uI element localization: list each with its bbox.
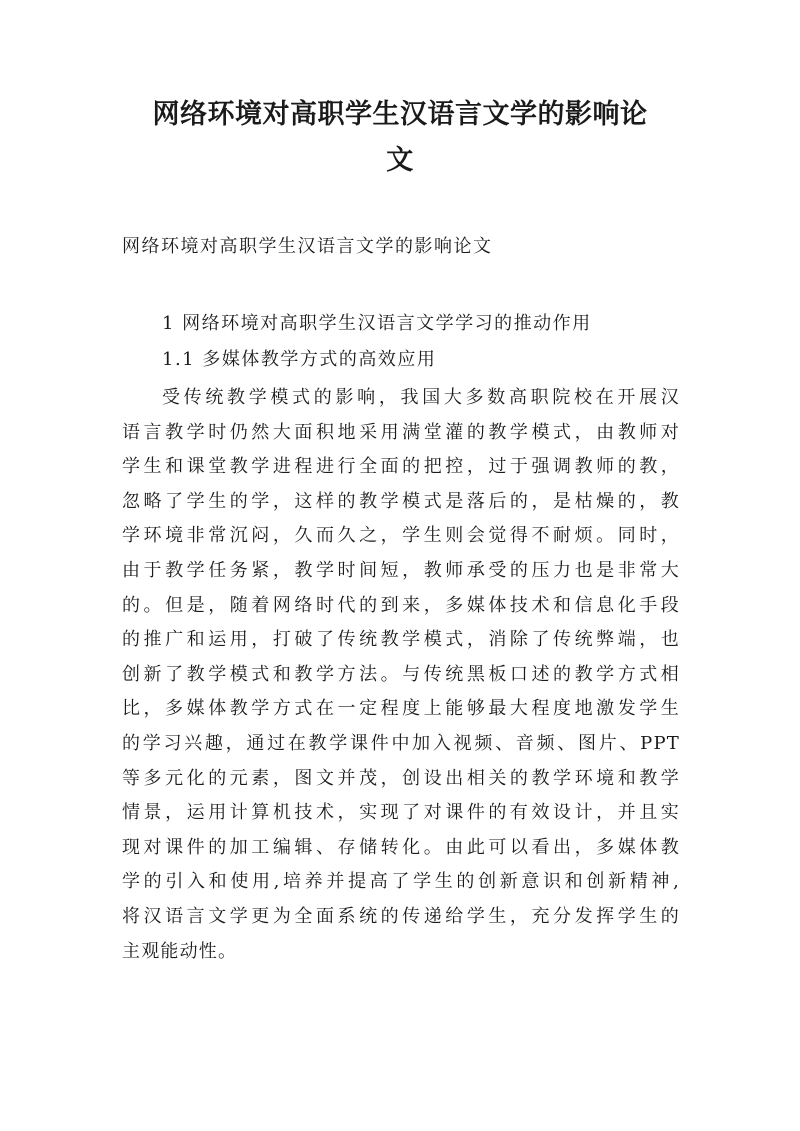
paragraph-line: 语言教学时仍然大面积地采用满堂灌的教学模式，由教师对 [122, 421, 680, 443]
paragraph-line: 的推广和运用，打破了传统教学模式，消除了传统弊端，也 [122, 629, 680, 651]
paragraph-line: 受传统教学模式的影响，我国大多数高职院校在开展汉 [162, 387, 680, 408]
paragraph-line: 学环境非常沉闷，久而久之，学生则会觉得不耐烦。同时， [122, 525, 680, 547]
paragraph-line: 情景，运用计算机技术，实现了对课件的有效设计，并且实 [122, 802, 680, 824]
title-line: 文 [386, 145, 414, 176]
paragraph-line: 现对课件的加工编辑、存储转化。由此可以看出，多媒体教 [122, 836, 680, 858]
paragraph-line: 创新了教学模式和教学方法。与传统黑板口述的教学方式相 [122, 663, 680, 685]
section-heading-1: 1 网络环境对高职学生汉语言文学学习的推动作用 [162, 313, 592, 334]
paragraph-line: 等多元化的元素，图文并茂，创设出相关的教学环境和教学 [122, 767, 680, 789]
title-line: 网络环境对高职学生汉语言文学的影响论 [152, 99, 648, 130]
paragraph-line: 将汉语言文学更为全面系统的传递给学生，充分发挥学生的 [122, 905, 680, 927]
section-heading-1-1: 1.1 多媒体教学方式的高效应用 [162, 349, 437, 370]
document-title [120, 92, 680, 184]
paragraph-line: 比，多媒体教学方式在一定程度上能够最大程度地激发学生 [122, 698, 680, 720]
body-paragraph [122, 381, 680, 969]
paragraph-line: 主观能动性。 [122, 940, 238, 962]
document-subtitle: 网络环境对高职学生汉语言文学的影响论文 [122, 236, 493, 257]
paragraph-line: 忽略了学生的学，这样的教学模式是落后的，是枯燥的，教 [122, 490, 680, 512]
paragraph-line: 由于教学任务紧，教学时间短，教师承受的压力也是非常大 [122, 559, 680, 581]
paragraph-line: 的。但是，随着网络时代的到来，多媒体技术和信息化手段 [122, 594, 680, 616]
paragraph-line: 的学习兴趣，通过在教学课件中加入视频、音频、图片、PPT [122, 732, 680, 754]
paragraph-line: 学的引入和使用,培养并提高了学生的创新意识和创新精神, [122, 871, 680, 893]
paragraph-line: 学生和课堂教学进程进行全面的把控，过于强调教师的教， [122, 456, 680, 478]
